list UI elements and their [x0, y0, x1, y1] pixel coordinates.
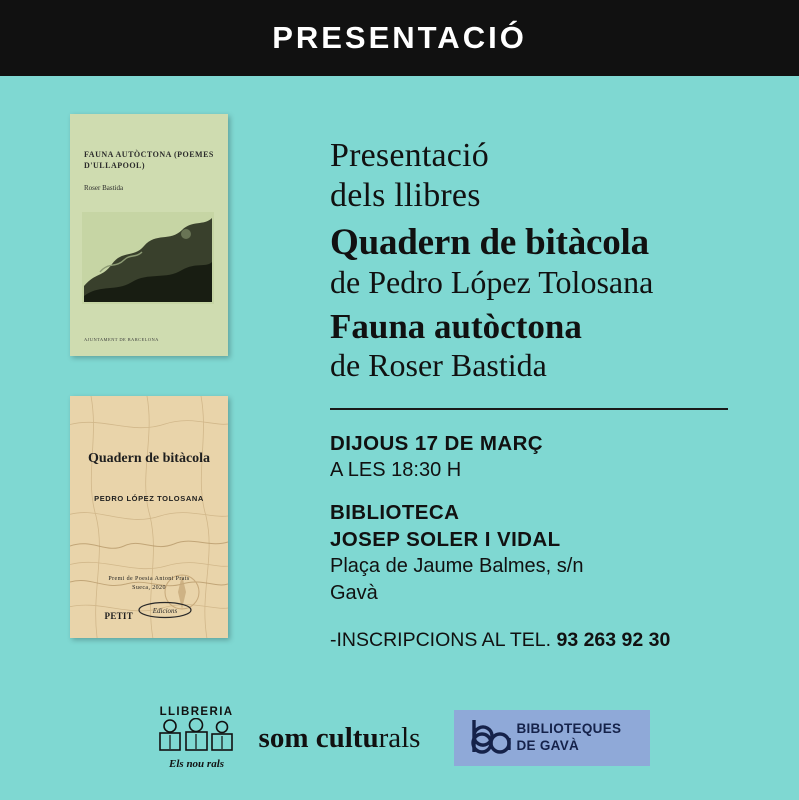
svg-text:Edicions: Edicions — [153, 607, 178, 615]
book-covers-column — [0, 76, 300, 676]
book2-author: PEDRO LÓPEZ TOLOSANA — [94, 494, 204, 503]
logo-biblioteques-de-gava — [454, 710, 650, 766]
biblioteques-label — [516, 721, 621, 755]
biblioteques-bg-monogram-icon — [462, 716, 516, 760]
llibreria-label: LLIBRERIA — [159, 706, 234, 718]
venue-line-1: BIBLIOTECA — [330, 500, 460, 524]
intro-line-1: Presentació — [330, 137, 489, 174]
book1-cover-illustration — [82, 212, 214, 304]
booking-prefix: -INSCRIPCIONS AL TEL. — [330, 629, 557, 652]
som-culturals-bold: som cultu — [258, 721, 379, 754]
logo-llibreria-els-nou-rals — [149, 706, 245, 770]
book2-title: Quadern de bitàcola — [87, 451, 211, 466]
book2-publisher-name: PETIT — [104, 611, 134, 621]
biblioteques-line-2: DE GAVÀ — [516, 738, 580, 753]
book2-headline-author: de Roser Bastida — [330, 346, 547, 383]
som-culturals-light: rals — [378, 721, 421, 754]
book1-title: FAUNA AUTÒCTONA (POEMES D'ULLAPOOL) — [84, 150, 214, 170]
section-divider — [330, 408, 728, 410]
book2-publisher — [70, 601, 228, 624]
event-time: A LES 18:30 H — [330, 459, 462, 482]
book2-prize-year: Sueca, 2020 — [132, 585, 166, 592]
venue-address: Plaça de Jaume Balmes, s/n — [330, 554, 584, 577]
book2-prize — [70, 575, 228, 594]
poster-content — [0, 76, 799, 676]
spacer — [330, 485, 779, 499]
book-cover-quadern-de-bitacola — [70, 396, 228, 638]
logo-som-culturals — [259, 722, 421, 755]
booking-line — [330, 629, 779, 652]
header-bar — [0, 0, 799, 76]
book1-publisher: AJUNTAMENT DE BARCELONA — [84, 337, 159, 343]
venue-line-2: JOSEP SOLER I VIDAL — [330, 527, 561, 551]
book1-headline-author: de Pedro López Tolosana — [330, 263, 654, 300]
book1-headline-title: Quadern de bitàcola — [330, 222, 649, 264]
booking-phone: 93 263 92 30 — [556, 629, 671, 652]
llibreria-name: Els nou rals — [169, 758, 225, 770]
sponsor-logos — [0, 676, 799, 800]
book2-publisher-mark — [137, 601, 193, 619]
book2-headline-title: Fauna autòctona — [330, 307, 582, 347]
book-cover-fauna-autoctona — [70, 114, 228, 356]
venue-city: Gavà — [330, 581, 378, 604]
book2-prize-name: Premi de Poesia Antoni Prats — [108, 575, 190, 582]
biblioteques-line-1: BIBLIOTEQUES — [516, 721, 622, 737]
intro-line-2: dels llibres — [330, 177, 481, 215]
book1-author: Roser Bastida — [84, 184, 124, 192]
llibreria-people-icon — [152, 718, 242, 752]
event-details-column — [300, 76, 799, 676]
page-title: PRESENTACIÓ — [272, 20, 527, 55]
event-date: DIJOUS 17 DE MARÇ — [330, 432, 543, 456]
